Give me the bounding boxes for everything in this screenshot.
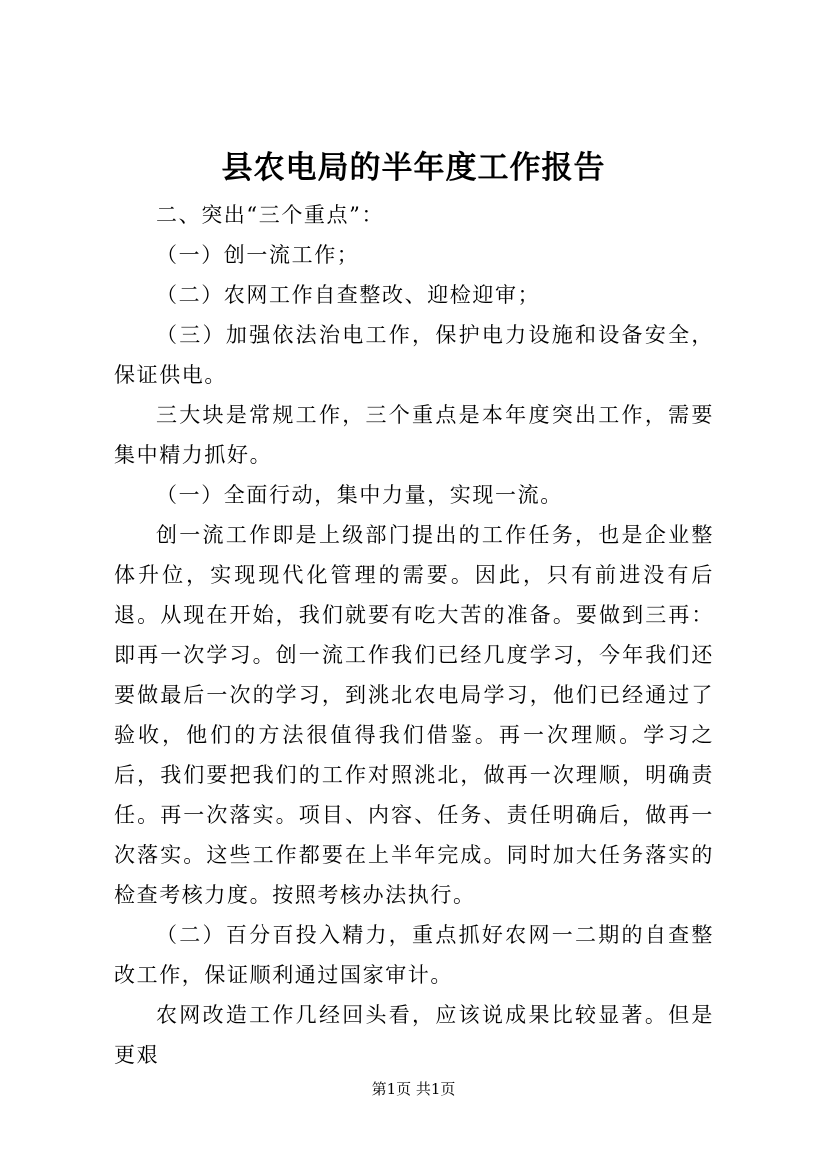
- document-title: 县农电局的半年度工作报告: [221, 150, 606, 186]
- paragraph-item-1: （一）创一流工作；: [156, 243, 360, 267]
- document-body: [114, 195, 714, 1075]
- paragraph-subheading-2: （二）百分百投入精力，重点抓好农网一二期的自查整改工作，保证顺利通过国家审计。: [114, 923, 714, 987]
- page-footer: 第1页 共1页: [371, 1080, 456, 1098]
- paragraph-section-heading: 二、突出“三个重点”：: [156, 203, 385, 227]
- paragraph-subheading-1: （一）全面行动，集中力量，实现一流。: [156, 483, 563, 507]
- paragraph-body-2: 农网改造工作几经回头看，应该说成果比较显著。但是更艰: [114, 1003, 714, 1067]
- paragraph-summary: 三大块是常规工作，三个重点是本年度突出工作，需要集中精力抓好。: [114, 403, 714, 467]
- paragraph-item-2: （二）农网工作自查整改、迎检迎审；: [156, 283, 541, 307]
- paragraph-item-3: （三）加强依法治电工作，保护电力设施和设备安全，保证供电。: [114, 323, 714, 387]
- paragraph-body-1: 创一流工作即是上级部门提出的工作任务，也是企业整体升位，实现现代化管理的需要。因此，只有前进没有后退。从现在开始，我们就要有吃大苦的准备。要做到三再：即再一次学习。创一流工作我们已经几度学习，今年我们还要做最后一次的学习，到洮北农电局学习，他们已经通过了验收，他们的方法很值得我们借鉴。再一次理顺。学习之后，我们要把我们的工作对照洮北，做再一次理顺，明确责任。再一次落实。项目、内容、任务、责任明确后，做再一次落实。这些工作都要在上半年完成。同时加大任务落实的检查考核力度。按照考核办法执行。: [114, 523, 714, 907]
